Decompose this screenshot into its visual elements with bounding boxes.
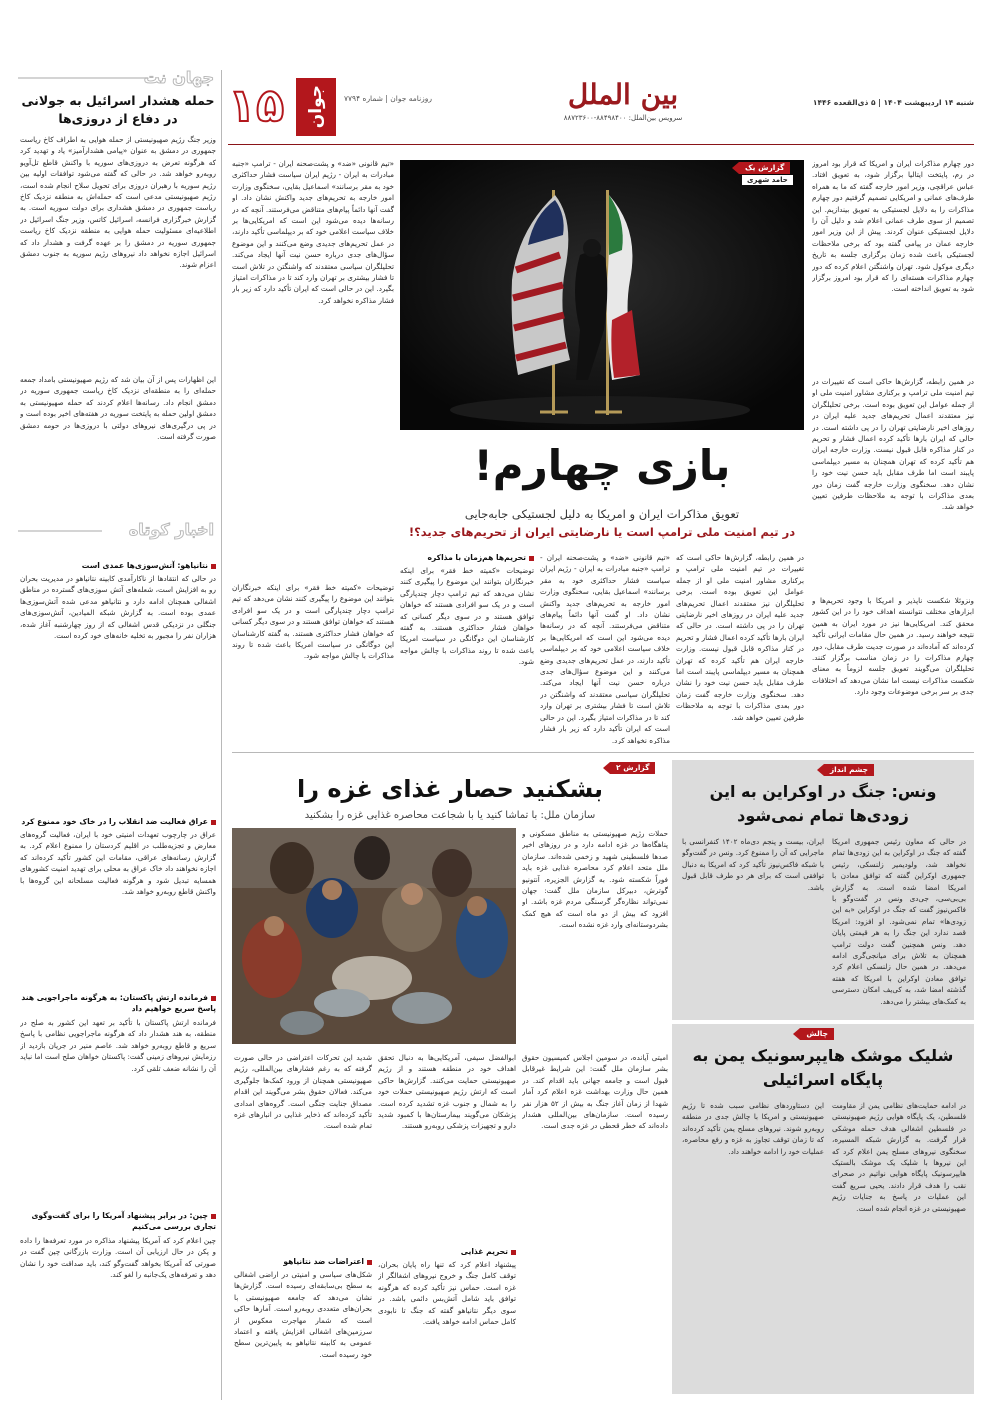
brief1-title: نتانیاهو: آتش‌سوزی‌ها عمدی است <box>20 560 216 571</box>
brief4-title: چین: در برابر پیشنهاد آمریکا را برای گفت‌وگوی تجاری بررسی می‌کنیم <box>31 1211 216 1231</box>
gaza-col1: حملات رژیم صهیونیستی به مناطق مسکونی و پناهگاه‌ها در غزه ادامه دارد و در روزهای اخیر صدها فلسطینی شهید و زخمی شده‌اند. سازمان ملل متحد اعلام کرد محاصره غذایی غزه باید فوراً شکسته شود. به گزارش الجزیره، آنتونیو گوترش، دبیرکل سازمان ملل گفت: جهان نمی‌تواند نظاره‌گر گرسنگی مردم غزه باشد. او افزود که بیش از دو ماه است که هیچ کمک بشردوستانه‌ای وارد غزه نشده است. <box>522 829 668 930</box>
bullet-square-icon <box>211 820 216 825</box>
gaza-col5: شدید این تحرکات اعتراضی در حالی صورت گرفته که به رغم فشارهای بین‌المللی، رژیم صهیونیستی همچنان از ورود کمک‌ها جلوگیری می‌کند. فعالان حقوق بشر می‌گویند این اقدام مصداق جنایت جنگی است. گروه‌های امدادی تأکید کرده‌اند که ذخایر غذایی در انبارهای غزه تمام شده است. <box>234 1053 372 1131</box>
vance-tag-text: چشم انداز <box>829 765 868 774</box>
brief2-title: عراق فعالیت ضد انقلاب را در خاک خود ممنوع کرد <box>20 816 216 827</box>
gaza-col2: امیتی آیانده، در سومین اجلاس کمیسیون حقوق بشر سازمان ملل گفت: این شرایط غیرقابل قبول است و جامعه جهانی باید اقدام کند. در همین حال وزارت بهداشت غزه اعلام کرد آمار شهدا از زمان آغاز جنگ به بیش از ۵۲ هزار نفر رسیده است. سازمان‌های بین‌المللی هشدار داده‌اند که خطر قحطی در غزه جدی است. <box>522 1053 668 1131</box>
paper-logo <box>296 78 336 136</box>
top-story-kicker2: در تیم امنیت ملی ترامپ است یا نارضایتی ایران از تحریم‌های جدید؟! <box>408 525 796 539</box>
sidebar-section-head <box>18 68 214 86</box>
top-story-bottom-rule <box>232 752 974 753</box>
sidebar-story1-body2: این اظهارات پس از آن بیان شد که رژیم صهیونیستی بامداد جمعه حمله‌ای را به منطقه‌ای نزدیک کاخ ریاست جمهوری سوریه در دمشق انجام داد. رسانه‌ها اعلام کردند که حمله صهیونیستی به دمشق اولین حمله به پایتخت سوریه در هفته‌های اخیر بوده است و در پی درگیری‌های نیروهای دولتی با دروزی‌ها در حومه دمشق صورت گرفته است. <box>20 375 216 442</box>
top-story-col-right: دور چهارم مذاکرات ایران و امریکا که قرار بود امروز در رم، پایتخت ایتالیا برگزار شود، به تعویق افتاد. عباس عراقچی، وزیر امور خارجه گفته که ما به همراه طرف‌های عمانی و امریکایی تصمیم گرفتیم دور چهارم مذاکرات را به دلایل لجستیکی به تعویق بیندازیم. این تصمیم از سوی طرف عمانی اعلام شد و دلیل آن را دلایل لجستیکی عنوان کردند. پیش از این وزیر امور خارجه عمان در پیامی گفته بود که برخی ملاحظات لجستیکی باعث شده زمان برگزاری جلسه به تاریخ دیگری موکول شود. تهران واشنگتن اعلام کرده که دور چهارم مذاکرات هسته‌ای را که قرار بود امروز برگزار شود به تعویق انداخته است. <box>812 159 974 294</box>
top-story-col-right2: در همین رابطه، گزارش‌ها حاکی است که تغییرات در تیم امنیت ملی ترامپ و برکناری مشاور امنیت ملی او از جمله عوامل این تعویق بوده است. برخی تحلیلگران نیز معتقدند اعمال تحریم‌های جدید علیه ایران در روزهای اخیر نارضایتی تهران را در پی داشته است. در حالی که ایران بارها تأکید کرده اعمال فشار و تحریم در کنار مذاکره قابل قبول نیست. وزارت خارجه ایران هم تأکید کرده که تهران همچنان به مسیر دیپلماسی پایبند است اما طرف مقابل باید حسن نیت خود را نشان دهد. سخنگوی وزارت خارجه گفت زمان دور بعدی مذاکرات با توجه به ملاحظات طرفین تعیین خواهد شد. <box>812 377 974 512</box>
top-story-tag <box>739 162 790 174</box>
top-story-kicker1: تعویق مذاکرات ایران و امریکا به دلیل لجستیکی جابه‌جایی <box>464 507 740 521</box>
gaza-photo-svg <box>232 828 516 1044</box>
gaza-col4: پیشنهاد اعلام کرد که تنها راه پایان بحران، توقف کامل جنگ و خروج نیروهای اشغالگر از غزه است. حماس نیز تأکید کرده که هرگونه توافق باید شامل آتش‌بس دائمی باشد. در سوی دیگر نتانیاهو گفته که جنگ تا نابودی کامل حماس ادامه خواهد یافت. <box>378 1260 516 1327</box>
sidebar-story1-body: وزیر جنگ رژیم صهیونیستی از حمله هوایی به اطراف کاخ ریاست جمهوری در دمشق به عنوان «پیامی هشدارآمیز» یاد و تهدید کرد که هرگونه تعرض به دروزی‌های سوریه با واکنش قاطع تل‌آویو روبه‌رو خواهد شد. در حالی که گفته می‌شود توافقات اولیه بین رژیم سوریه با رهبران دروزی برای تحویل سلاح انجام شده است، رژیم صهیونیستی مدعی است که حمله‌اش به منطقه نزدیک کاخ ریاست جمهوری در دمشق هشداری برای دولت سوریه است. به گزارش خبرگزاری فرانسه، اسرائیل کاتس، وزیر جنگ اسرائیل در اطلاعیه‌ای مسئولیت حمله هوایی به منطقه نزدیک کاخ ریاست جمهوری سوریه در دمشق را بر عهده گرفت و هشدار داد که اسرائیل اجازه نخواهد داد نیروهای رژیم سوریه به جنوب دمشق اعزام شوند. <box>20 135 216 270</box>
section-title-text: بین الملل <box>567 78 679 111</box>
news-brief-head <box>18 520 214 540</box>
flags-photo-svg <box>400 160 804 430</box>
top-story-col-bottom-3: توضیحات «کمیته خط فقر» برای اینکه خبرنگاران بتوانند این موضوع را پیگیری کنند نشان می‌دهد که تیم ترامپ دچار چندپارگی است و در یک سو افرادی هستند که خواهان توافق هستند و در سوی دیگر کسانی که خواهان فشار حداکثری هستند. به گفته کارشناسان این دوگانگی در سیاست امریکا باعث شده تا روند مذاکرات با چالش مواجه شود. <box>400 566 534 667</box>
top-story-col-bottom-1: در همین رابطه، گزارش‌ها حاکی است که تغییرات در تیم امنیت ملی ترامپ و برکناری مشاور امنیت ملی او از جمله عوامل این تعویق بوده است. برخی تحلیلگران نیز معتقدند اعمال تحریم‌های جدید علیه ایران در روزهای اخیر نارضایتی تهران را در پی داشته است. در حالی که ایران بارها تأکید کرده اعمال فشار و تحریم در کنار مذاکره قابل قبول نیست. وزارت خارجه ایران هم تأکید کرده که تهران همچنان به مسیر دیپلماسی پایبند است اما طرف مقابل باید حسن نیت خود را نشان دهد. سخنگوی وزارت خارجه گفت زمان دور بعدی مذاکرات با توجه به ملاحظات طرفین تعیین خواهد شد. <box>676 553 804 722</box>
gaza-col6: شکل‌های سیاسی و امنیتی در اراضی اشغالی به سطح بی‌سابقه‌ای رسیده است. گزارش‌ها نشان می‌دهد که جامعه صهیونیستی با بحران‌های متعددی روبه‌رو است. آمارها حاکی است که شمار مهاجرت معکوس از سرزمین‌های اشغالی افزایش یافته و اعتماد عمومی به کابینه نتانیاهو به پایین‌ترین سطح خود رسیده است. <box>234 1270 372 1359</box>
bullet-square-icon <box>211 1214 216 1219</box>
section-title <box>528 78 718 138</box>
vance-title: ونس: جنگ در اوکراین به این زودی‌ها تمام نمی‌شود <box>709 782 937 825</box>
yemen-body: در ادامه حمایت‌های نظامی یمن از مقاومت فلسطین، یک پایگاه هوایی رژیم صهیونیستی در فلسطین اشغالی هدف حمله موشکی قرار گرفت. به گزارش شبکه المسیره، سخنگوی نیروهای مسلح یمن اعلام کرد که این نیروها با شلیک یک موشک بالستیک هایپرسونیک پایگاه هوایی نواتیم در صحرای نقب را هدف قرار دادند. یحیی سریع گفت این عملیات در پاسخ به جنایات رژیم صهیونیستی در غزه انجام شده است. <box>832 1101 966 1213</box>
yemen-tag <box>800 1028 834 1040</box>
page-number: ۱۵ <box>228 78 285 132</box>
yemen-body2: این دستاوردهای نظامی سبب شده تا رژیم صهیونیستی و امریکا با چالش جدی در منطقه روبه‌رو شوند. نیروهای مسلح یمن تأکید کرده‌اند که تا زمان توقف تجاوز به غزه و رفع محاصره، عملیات خود را ادامه خواهند داد. <box>682 1101 824 1156</box>
vance-body2: ایران، بیست و پنجم دی‌ماه ۱۴۰۲ کنفرانسی با ماجرایی که آن را ممنوع کرد. ونس در گفت‌وگو با شبکه فاکس‌نیوز تأکید کرد که امریکا به دنبال توافقی است که برای هر دو طرف قابل قبول باشد. <box>682 837 824 892</box>
brief1-body: در حالی که انتقادها از ناکارآمدی کابینه نتانیاهو در مدیریت بحران رو به افزایش است، شعله‌های آتش سوزی‌های گسترده در مناطق اشغالی همچنان ادامه دارد و نتانیاهو مدعی شده آتش‌سوزی‌ها عمدی بوده است. به گزارش شبکه المیادین، آتش‌سوزی‌های جنگلی در نزدیکی قدس اشغالی که از روز چهارشنبه آغاز شده، هزاران نفر را مجبور به تخلیه خانه‌های خود کرده است. <box>20 574 216 641</box>
brief2-body: عراق در چارچوب تعهدات امنیتی خود با ایران، فعالیت گروه‌های معارض و تجزیه‌طلب در اقلیم کردستان را ممنوع اعلام کرد. به گزارش رسانه‌های عراقی، مقامات این کشور تأکید کرده‌اند که اجازه نخواهند داد خاک عراق به محلی برای تهدید امنیت کشورهای همسایه تبدیل شود و هرگونه فعالیت مسلحانه این گروه‌ها با واکنش قاطع روبه‌رو خواهد شد. <box>20 830 216 897</box>
gaza-photo <box>232 828 516 1044</box>
issue-date: شنبه ۱۴ اردیبهشت ۱۴۰۴ | ۵ ذی‌القعده ۱۴۴۶ <box>812 98 974 107</box>
sidebar-head-text: جهان نت <box>143 68 214 87</box>
gaza-kicker: سازمان ملل: با تماشا کنید یا با شجاعت محاصره غذایی غزه را بشکنید <box>304 810 596 821</box>
gaza-sub1: تحریم غذایی <box>378 1246 516 1257</box>
issue-info: روزنامه جوان | شماره ۷۷۹۴ <box>344 94 433 103</box>
gaza-tag-text: گزارش ۲ <box>616 763 650 772</box>
paper-logo-text: جوان <box>306 85 326 129</box>
flags-photo <box>400 160 804 430</box>
top-story-col-right3: ونزوئلا شکست ناپذیر و امریکا با وجود تحریم‌ها و ابزارهای مختلف نتوانسته اهداف خود را در این کشور محقق کند. امریکایی‌ها نیز در مورد ایران به همین نتیجه خواهند رسید. در همین حال مقامات ایرانی تأکید کرده‌اند که آماده‌اند در صورت جدیت طرف مقابل، دور چهارم مذاکرات را در زمان مناسب برگزار کنند. تحلیلگران می‌گویند تعویق جلسه لزوماً به معنای شکست مذاکرات نیست اما نشان می‌دهد که اختلافات جدی بر سر برخی موضوعات وجود دارد. <box>812 596 974 697</box>
bullet-square-icon <box>511 1250 516 1255</box>
top-story-sub1: تحریم‌ها هم‌زمان با مذاکره <box>400 552 534 563</box>
brief4-body: چین اعلام کرد که آمریکا پیشنهاد مذاکره در مورد تعرفه‌ها را داده و پکن در حال ارزیابی آن است. وزارت بازرگانی چین گفت در صورتی که آمریکا بخواهد گفت‌وگو کند، باید صداقت خود را نشان دهد و تعرفه‌های یک‌جانبه را لغو کند. <box>20 1236 216 1280</box>
yemen-title: شلیک موشک هایپرسونیک یمن به پایگاه اسرائیلی <box>692 1046 954 1089</box>
news-brief-head-text: اخبار کوتاه <box>128 520 214 539</box>
top-story-col-bottom-2: «تیم قانونی «ضد» و پشت‌صحنه ایران - ترامپ «جنبه مبادرات به ایران - رژیم ایران سیاست فشار حداکثری خود به مقر برسانند» اسماعیل بقایی، سخنگوی وزارت امور خارجه به تحریم‌های جدید واکنش نشان داد. او گفت آنها دائماً پیام‌های متناقض می‌فرستند. آنچه که در رسانه‌ها دیده می‌شود این است که امریکایی‌ها بر خلاف سیاست اعلامی خود که بر دیپلماسی تأکید دارند، در عمل تحریم‌های جدیدی وضع می‌کنند و این موضوع سؤال‌های جدی درباره حسن نیت آنها ایجاد می‌کند. تحلیلگران سیاسی معتقدند که واشنگتن در تلاش است تا فشار بیشتری بر تهران وارد کند تا در مذاکرات امتیاز بگیرد. این در حالی است که ایران تأکید دارد که زیر بار فشار مذاکره نخواهد کرد. <box>540 553 670 744</box>
paper-name: روزنامه جوان <box>390 94 433 103</box>
masthead <box>228 78 974 138</box>
top-story-col-left2: توضیحات «کمیته خط فقر» برای اینکه خبرنگاران بتوانند این موضوع را پیگیری کنند نشان می‌دهد که تیم ترامپ دچار چندپارگی است و در یک سو افرادی هستند که خواهان توافق هستند و در سوی دیگر کسانی که خواهان فشار حداکثری هستند. به گفته کارشناسان این دوگانگی در سیاست امریکا باعث شده تا روند مذاکرات با چالش مواجه شود. <box>232 583 394 661</box>
top-story-title: بازی چهارم! <box>473 441 731 490</box>
top-story-tag-text: گزارش یک <box>745 163 785 172</box>
top-story-col-left: «تیم قانونی «ضد» و پشت‌صحنه ایران - ترامپ «جنبه مبادرات به ایران - رژیم ایران سیاست فشار حداکثری خود به مقر برسانند» اسماعیل بقایی، سخنگوی وزارت امور خارجه به تحریم‌های جدید واکنش نشان داد. او گفت آنها دائماً پیام‌های متناقض می‌فرستند. آنچه که در رسانه‌ها دیده می‌شود این است که امریکایی‌ها بر خلاف سیاست اعلامی خود که بر دیپلماسی تأکید دارند، در عمل تحریم‌های جدیدی وضع می‌کنند و این موضوع سؤال‌های جدی درباره حسن نیت آنها ایجاد می‌کند. تحلیلگران سیاسی معتقدند که واشنگتن در تلاش است تا فشار بیشتری بر تهران وارد کند تا در مذاکرات امتیاز بگیرد. این در حالی است که ایران تأکید دارد که زیر بار فشار مذاکره نخواهد کرد. <box>232 159 394 305</box>
brief3-body: فرمانده ارتش پاکستان با تأکید بر تعهد این کشور به صلح در منطقه، به هند هشدار داد که هرگونه ماجراجویی نظامی با پاسخ سریع و قاطع روبه‌رو خواهد شد. عاصم منیر در جریان بازدید از رزمایش نیروهای زمینی گفت: پاکستان خواهان صلح است اما نباید آن را نشانه ضعف تلقی کرد. <box>20 1018 216 1073</box>
bullet-square-icon <box>211 996 216 1001</box>
yemen-tag-text: چالش <box>806 1029 828 1038</box>
vance-body: در حالی که معاون رئیس جمهوری امریکا گفته که جنگ در اوکراین به این زودی‌ها تمام نخواهد شد، ولودیمیر زلنسکی، رئیس جمهوری اوکراین گفته که توافق معادن با امریکا امضا شده است. به گزارش بی‌بی‌سی، جی‌دی ونس در گفت‌وگو با فاکس‌نیوز گفت که جنگ در اوکراین «به این زودی‌ها» تمام نمی‌شود. او افزود: امریکا قصد ندارد این جنگ را به هر قیمتی پایان دهد. ونس همچنین گفت دولت ترامپ همچنان به تلاش برای میانجی‌گری ادامه می‌دهد. در همین حال زلنسکی اعلام کرد توافق معادن اوکراین با امریکا که هفته گذشته امضا شد، به کی‌یف امکان دسترسی به کمک‌های بیشتر را می‌دهد. <box>832 837 966 1006</box>
sidebar-story1-title: حمله هشدار اسرائیل به جولانی در دفاع از دروزی‌ها <box>21 93 215 126</box>
masthead-rule <box>228 144 974 145</box>
yemen-box <box>672 1024 974 1394</box>
issue-number: شماره ۷۷۹۴ <box>344 94 383 103</box>
top-story-author: حامد شهری <box>742 175 793 185</box>
sidebar-divider <box>221 70 222 1400</box>
gaza-sub2: اعتراضات ضد نتانیاهو <box>234 1256 372 1267</box>
bullet-square-icon <box>367 1260 372 1265</box>
vance-tag <box>824 764 874 776</box>
bullet-square-icon <box>211 564 216 569</box>
section-contact: سرویس بین‌الملل: ۸۸۴۹۸۴۰۰-۸۸۷۲۳۶۰۰ <box>563 114 683 122</box>
logo-block <box>228 78 338 138</box>
gaza-title: بشکنید حصار غذای غزه را <box>296 775 604 803</box>
vance-box <box>672 760 974 1020</box>
brief3-title: فرمانده ارتش پاکستان: به هرگونه ماجراجویی هند پاسخ سریع خواهیم داد <box>21 993 216 1013</box>
gaza-col3: ابوالفضل سیفی، آمریکایی‌ها به دنبال تحقق اهداف خود در منطقه هستند و از رژیم صهیونیستی حمایت می‌کنند. گزارش‌ها حاکی است که ارتش رژیم صهیونیستی حملات خود را به شمال و جنوب غزه تشدید کرده است. پزشکان می‌گویند بیمارستان‌ها با کمبود شدید دارو و تجهیزات پزشکی روبه‌رو هستند. <box>378 1053 516 1131</box>
bullet-square-icon <box>529 556 534 561</box>
